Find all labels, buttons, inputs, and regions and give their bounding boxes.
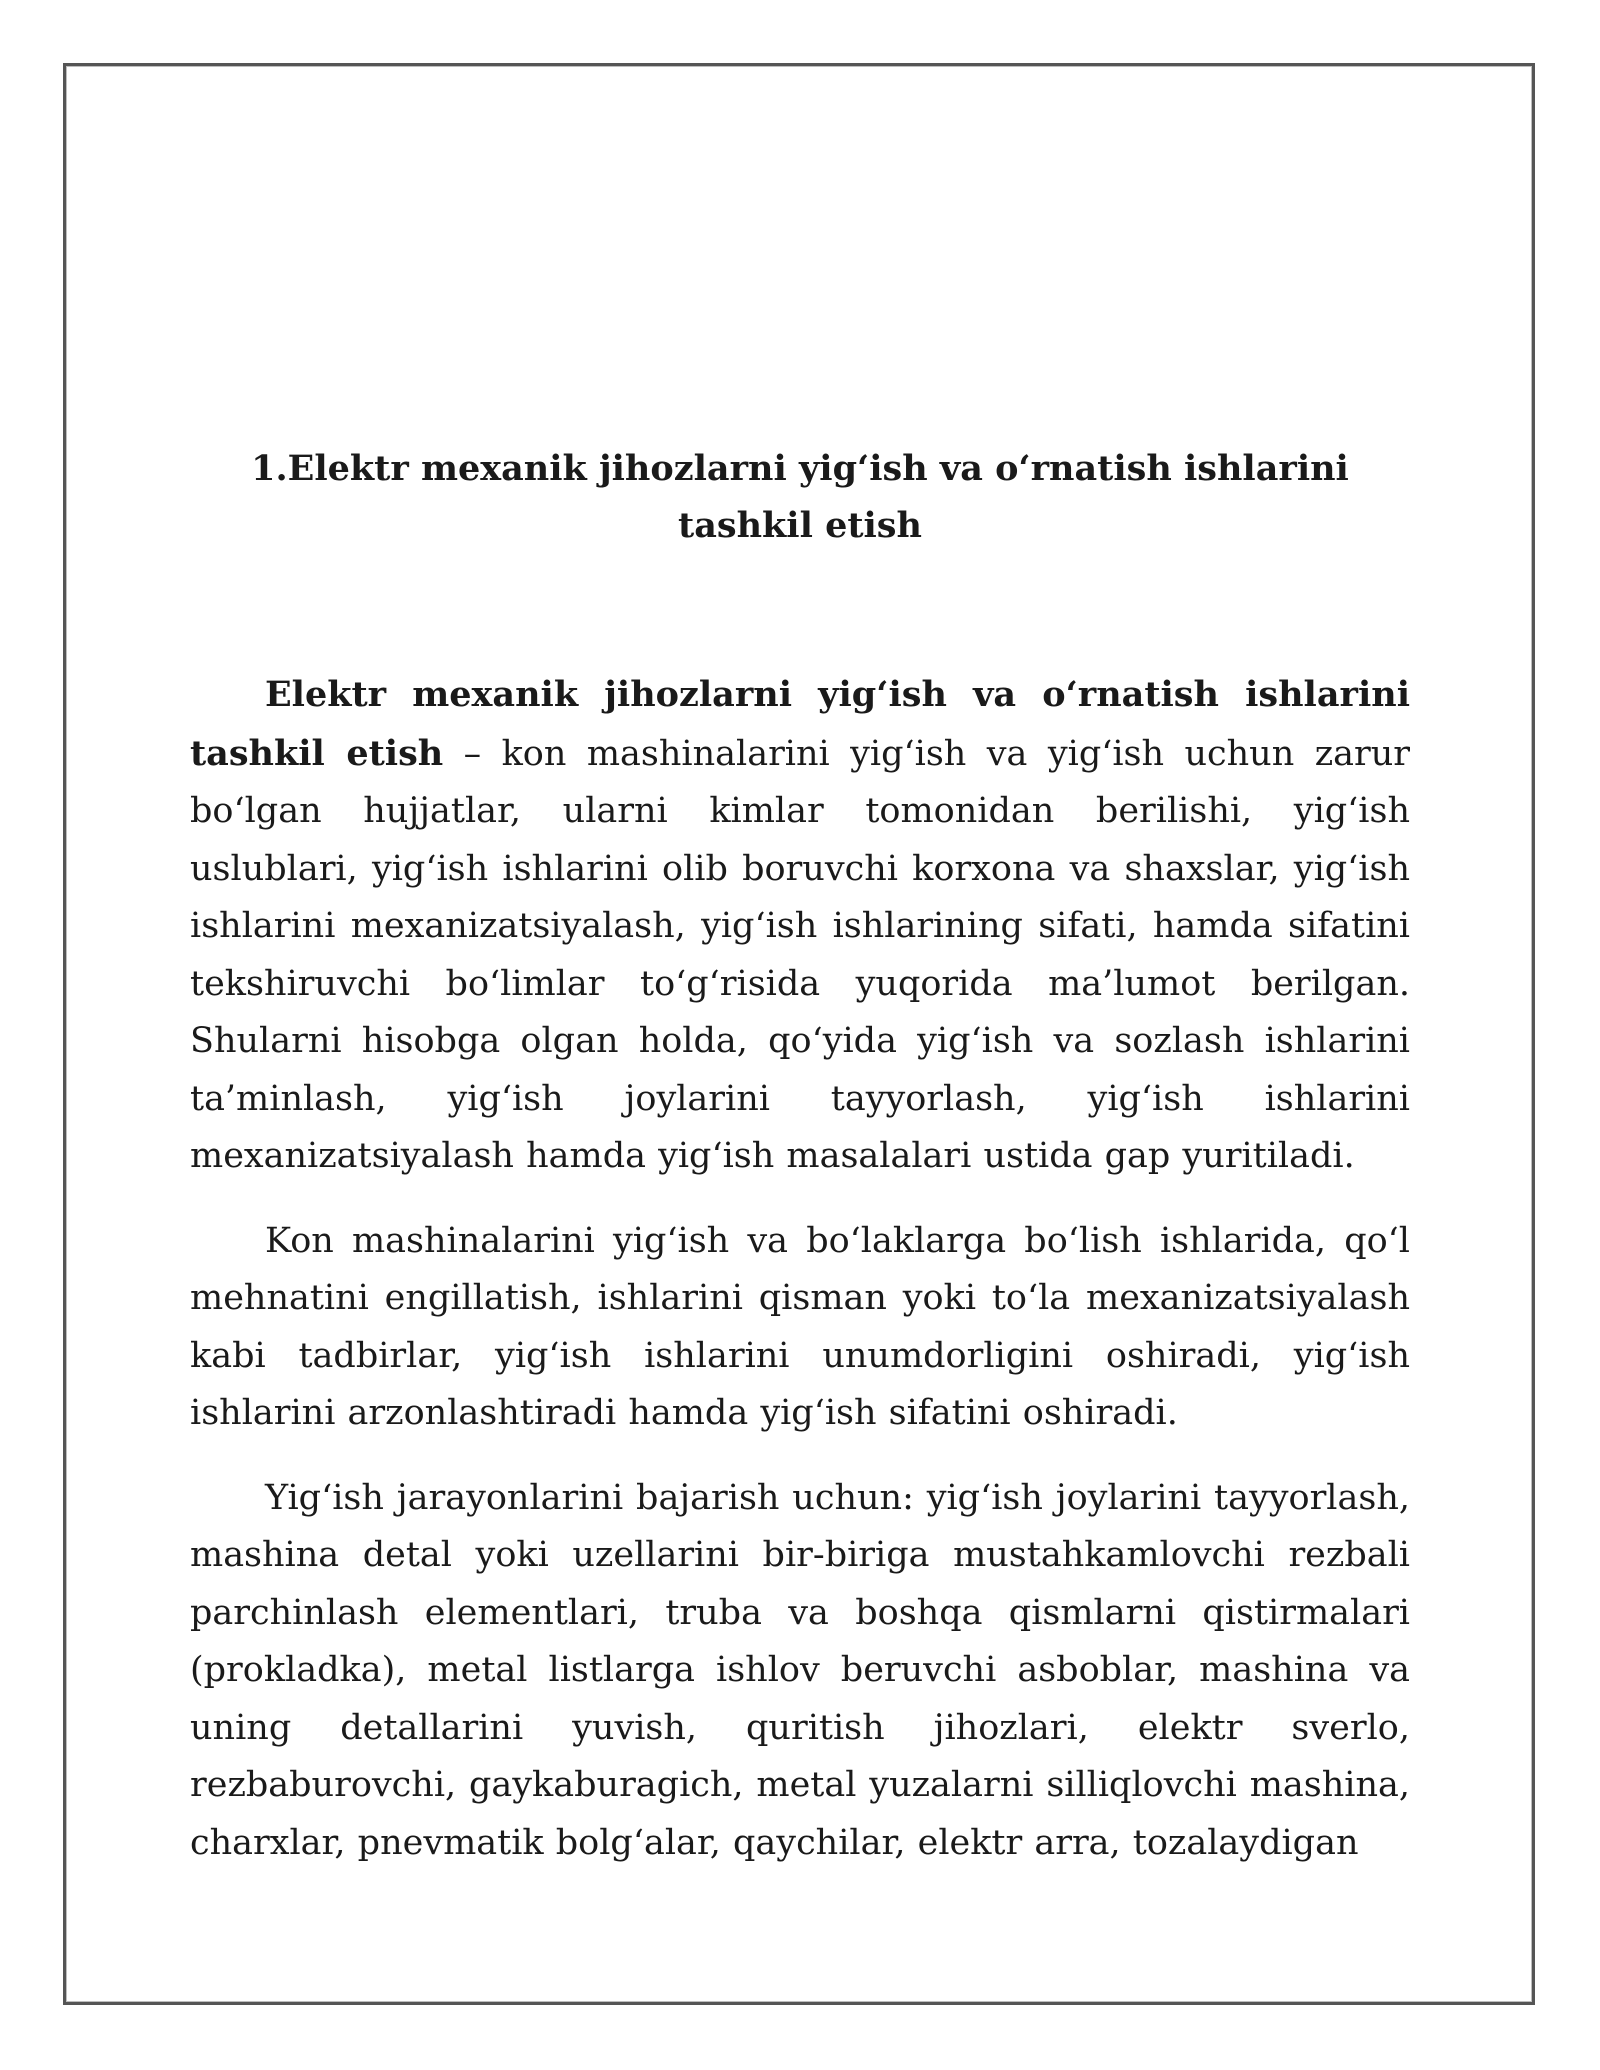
paragraph-1: [190, 666, 1410, 1186]
paragraph-1-text: – kon mashinalarini yig‘ish va yig‘ish uchun zarur bo‘lgan hujjatlar, ularni kimlar tomonidan berilishi, yig‘ish uslublari, yig‘ish ishlarini olib boruvchi korxona va shaxslar, yig‘ish ishlarini mexanizatsiyalash, yig‘ish ishlarining sifati, hamda sifatini tekshiruvchi bo‘limlar to‘g‘risida yuqorida ma’lumot berilgan. Shularni hisobga olgan holda, qo‘yida yig‘ish va sozlash ishlarini ta’minlash, yig‘ish joylarini tayyorlash, yig‘ish ishlarini mexanizatsiyalash hamda yig‘ish masalalari ustida gap yuritiladi.: [190, 733, 1411, 1176]
page-content: [190, 440, 1410, 1899]
body-text: [190, 666, 1410, 1872]
paragraph-lead-term: Elektr mexanik jihozlarni yig‘ish va o‘rnatish ishlarini tashkil etish: [190, 674, 1410, 774]
paragraph-3: Yig‘ish jarayonlarini bajarish uchun: yig‘ish joylarini tayyorlash, mashina detal yoki uzellarini bir-biriga mustahkamlovchi rezbali parchinlash elementlari, truba va boshqa qismlarni qistirmalari (prokladka), metal listlarga ishlov beruvchi asboblar, mashina va uning detallarini yuvish, quritish jihozlari, elektr sverlo, rezbaburovchi, gaykaburagich, metal yuzalarni silliqlovchi mashina, charxlar, pnevmatik bolg‘alar, qaychilar, elektr arra, tozalaydigan: [190, 1477, 1410, 1863]
paragraph-2: Kon mashinalarini yig‘ish va bo‘laklarga bo‘lish ishlarida, qo‘l mehnatini engillatish, ishlarini qisman yoki to‘la mexanizatsiyalash kabi tadbirlar, yig‘ish ishlarini unumdorligini oshiradi, yig‘ish ishlarini arzonlashtiradi hamda yig‘ish sifatini oshiradi.: [190, 1220, 1410, 1433]
document-title: 1.Elektr mexanik jihozlarni yig‘ish va o‘rnatish ishlarini tashkil etish: [251, 448, 1349, 546]
